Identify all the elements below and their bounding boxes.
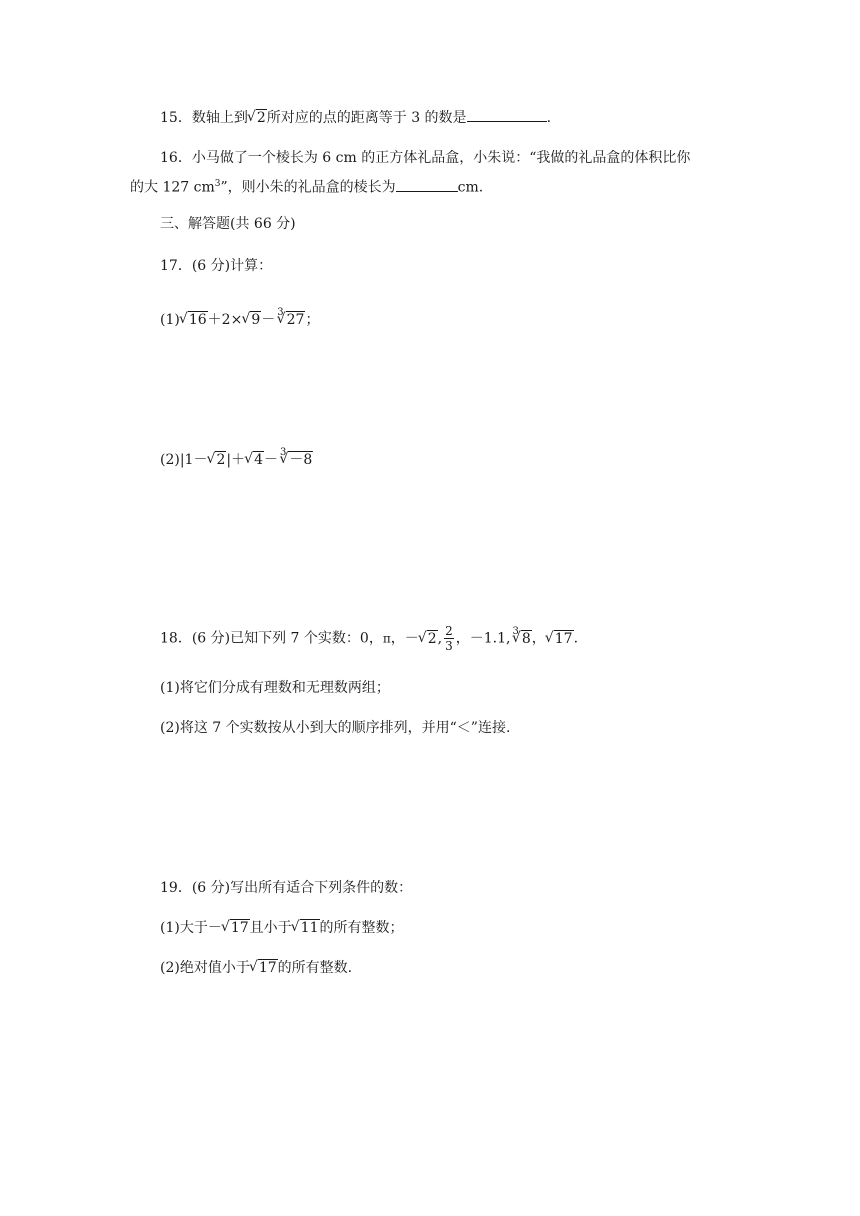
question-number: 17． xyxy=(160,258,192,274)
sqrt-expression: √ 11 xyxy=(293,918,320,938)
cube-root-expression: √ 8 xyxy=(514,629,532,649)
question-17-part-1: (1)√ 16＋2×√ 9－ $^3$√ 27； xyxy=(160,310,319,332)
question-number: 15． xyxy=(160,110,192,126)
fraction: $\frac{2}{3}$ xyxy=(445,624,453,653)
sqrt-expression: √ 17 xyxy=(547,629,574,649)
question-17-part-2: (2)|1－√ 2|＋√ 4－ $^3$√ －8 xyxy=(160,450,313,472)
question-16-line-2: 的大 127 $cm^3$”，则小朱的礼品盒的棱长为 cm. xyxy=(130,179,484,196)
section-heading: 三、解答题(共 66 分) xyxy=(160,216,296,232)
cube-root-expression: √ －8 xyxy=(281,450,313,470)
question-18-part-1: (1)将它们分成有理数和无理数两组； xyxy=(160,680,390,696)
question-number: 19． xyxy=(160,880,192,896)
sqrt-expression: √ 2 xyxy=(420,629,438,649)
question-15: 15．数轴上到√ 2所对应的点的距离等于 3 的数是 . xyxy=(160,108,551,128)
question-number: 16． xyxy=(160,150,192,166)
sqrt-expression: √ 16 xyxy=(181,310,208,330)
question-17: 17．(6 分)计算： xyxy=(160,258,273,274)
answer-blank[interactable] xyxy=(396,179,458,192)
sqrt-expression: √ 17 xyxy=(223,918,250,938)
question-19-part-2: (2)绝对值小于√ 17的所有整数. xyxy=(160,958,352,978)
sqrt-expression: √ 17 xyxy=(251,958,278,978)
answer-blank[interactable] xyxy=(467,109,547,122)
question-18: 18．(6 分)已知下列 7 个实数：0，π，－√ 2, $\frac{2}{3}$ ，－1.1, $^3$√ 8，√ 17. xyxy=(160,624,578,653)
question-19: 19．(6 分)写出所有适合下列条件的数： xyxy=(160,880,413,896)
sqrt-expression: √ 2 xyxy=(208,450,226,470)
question-19-part-1: (1)大于－√ 17且小于√ 11的所有整数； xyxy=(160,918,404,938)
question-number: 18． xyxy=(160,630,192,647)
sqrt-expression: √ 2 xyxy=(249,108,267,128)
question-16-line-1: 16．小马做了一个棱长为 6 cm 的正方体礼品盒，小朱说：“我做的礼品盒的体积比你 xyxy=(160,150,691,166)
cube-root-expression: √ 27 xyxy=(279,310,306,330)
sqrt-expression: √ 9 xyxy=(243,310,261,330)
sqrt-expression: √ 4 xyxy=(246,450,264,470)
question-18-part-2: (2)将这 7 个实数按从小到大的顺序排列，并用“＜”连接. xyxy=(160,720,511,736)
